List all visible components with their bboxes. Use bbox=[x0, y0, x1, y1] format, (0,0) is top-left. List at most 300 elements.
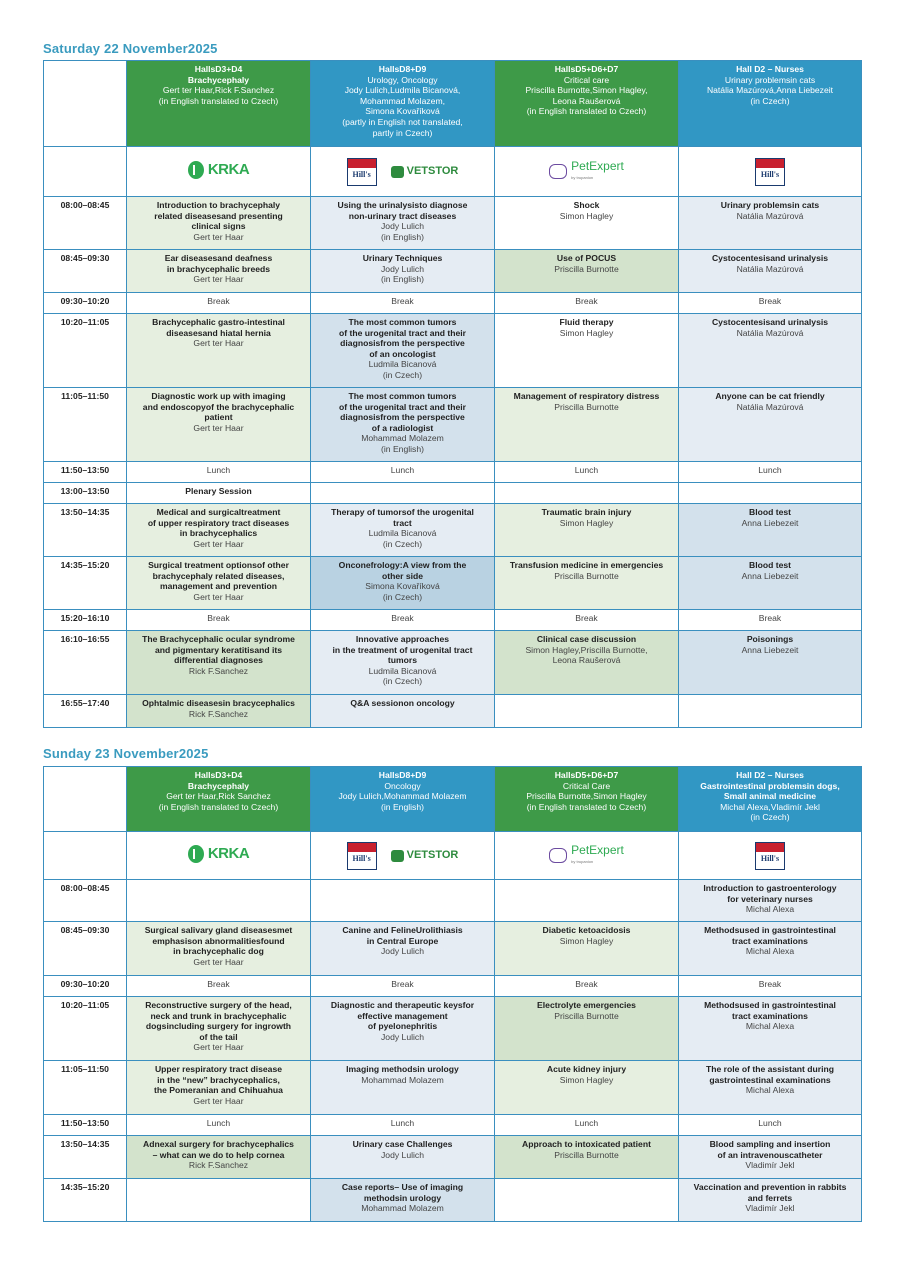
session-cell bbox=[495, 557, 679, 610]
session-cell bbox=[311, 504, 495, 557]
session-title: non-urinary tract diseases bbox=[348, 210, 457, 221]
session-title: tract examinations bbox=[732, 1010, 808, 1021]
session-cell bbox=[311, 557, 495, 610]
petexpert-icon bbox=[549, 848, 567, 863]
session-title: of an oncologist bbox=[369, 348, 436, 359]
session-speaker: Gert ter Haar bbox=[193, 274, 244, 285]
session-speaker: Break bbox=[575, 296, 598, 306]
session-row bbox=[44, 997, 862, 1061]
session-cell bbox=[127, 695, 311, 728]
session-cell bbox=[127, 504, 311, 557]
session-speaker: Break bbox=[207, 296, 230, 306]
session-cell bbox=[311, 1061, 495, 1115]
session-title: Transfusion medicine in emergencies bbox=[509, 560, 664, 570]
session-cell bbox=[127, 1115, 311, 1136]
session-cell bbox=[127, 610, 311, 631]
corner-cell bbox=[44, 767, 127, 832]
session-speaker: Lunch bbox=[574, 465, 599, 475]
hills-icon bbox=[347, 842, 377, 870]
session-cell bbox=[679, 631, 862, 695]
session-speaker: (in English) bbox=[381, 231, 424, 242]
session-speaker: Vladimír Jekl bbox=[745, 1203, 795, 1214]
session-cell bbox=[495, 631, 679, 695]
session-cell bbox=[127, 462, 311, 483]
session-title: of the urogenital tract and their bbox=[338, 327, 466, 338]
session-speaker: Ludmila Bicanová bbox=[368, 528, 437, 539]
hall-header-line: (in English translated to Czech) bbox=[158, 801, 279, 812]
krka-icon bbox=[188, 161, 204, 179]
session-speaker: Lunch bbox=[574, 1118, 599, 1128]
session-speaker: Jody Lulich bbox=[381, 263, 424, 274]
session-cell bbox=[127, 314, 311, 388]
session-title: and endoscopyof the brachycephalic bbox=[142, 401, 295, 412]
hall-header bbox=[127, 61, 311, 147]
session-speaker: Michal Alexa bbox=[745, 904, 795, 915]
krka-wordmark: KRKA bbox=[207, 160, 250, 178]
session-title: Adnexal surgery for brachycephalics bbox=[143, 1139, 294, 1149]
session-speaker: Break bbox=[758, 979, 782, 989]
session-title: The Brachycephalic ocular syndrome bbox=[142, 634, 295, 644]
hall-header-line: Priscilla Burnotte,Simon Hagley, bbox=[525, 85, 648, 96]
session-cell bbox=[127, 557, 311, 610]
time-slot: 10:20–11:05 bbox=[44, 997, 127, 1061]
session-cell bbox=[311, 1136, 495, 1179]
session-title: Traumatic brain injury bbox=[541, 507, 632, 517]
hall-header-line: partly in Czech) bbox=[372, 127, 433, 138]
hills-vetstor-logos bbox=[347, 842, 459, 870]
hills-logo bbox=[347, 842, 377, 870]
hall-header bbox=[311, 767, 495, 832]
session-title: in Central Europe bbox=[366, 935, 439, 946]
session-speaker: Michal Alexa bbox=[745, 1021, 795, 1032]
session-title: management and prevention bbox=[160, 581, 277, 592]
session-speaker: Lunch bbox=[758, 465, 782, 475]
session-cell bbox=[679, 314, 862, 388]
session-title: tract bbox=[393, 517, 412, 528]
session-speaker: Simon Hagley bbox=[559, 935, 614, 946]
session-speaker: Michal Alexa bbox=[745, 1085, 795, 1096]
hills-icon-band bbox=[348, 843, 376, 852]
hall-header-line: Natália Mazúrová,Anna Liebezeit bbox=[706, 85, 834, 96]
session-speaker: Simon Hagley bbox=[559, 1074, 614, 1085]
session-title: tumors bbox=[387, 655, 418, 666]
sponsor-logo-row bbox=[44, 147, 862, 197]
session-title: Medical and surgicaltreatment bbox=[156, 507, 281, 517]
session-title: Brachycephalic gastro-intestinal bbox=[152, 317, 285, 327]
hall-header-title: Brachycephaly bbox=[187, 74, 250, 85]
session-title: clinical signs bbox=[191, 221, 246, 232]
session-title: Surgical salivary gland diseasesmet bbox=[144, 925, 293, 935]
session-speaker: Anna Liebezeit bbox=[741, 644, 799, 655]
session-speaker: Break bbox=[391, 296, 414, 306]
hall-header-line: Oncology bbox=[384, 780, 421, 791]
hills-icon-band bbox=[756, 159, 784, 168]
krka-wordmark: KRKA bbox=[207, 844, 250, 862]
session-row bbox=[44, 197, 862, 250]
time-slot: 14:35–15:20 bbox=[44, 557, 127, 610]
session-speaker: Priscilla Burnotte bbox=[554, 570, 619, 581]
session-speaker: Priscilla Burnotte bbox=[554, 1010, 619, 1021]
session-cell bbox=[679, 293, 862, 314]
session-title: Fluid therapy bbox=[559, 317, 614, 327]
hills-icon-band bbox=[756, 843, 784, 852]
session-speaker: Simona Kovaříková bbox=[365, 581, 440, 592]
session-title: Reconstructive surgery of the head, bbox=[145, 1000, 292, 1010]
hall-header-row bbox=[44, 767, 862, 832]
session-title: emphasison abnormalitiesfound bbox=[152, 935, 285, 946]
vetstor-wordmark: VETSTOR bbox=[406, 165, 459, 178]
session-cell bbox=[679, 250, 862, 293]
session-cell bbox=[311, 880, 495, 922]
hall-header-line: (in English) bbox=[381, 801, 424, 812]
session-speaker: Rick F.Sanchez bbox=[188, 1160, 249, 1171]
session-cell bbox=[679, 197, 862, 250]
hall-header-line: Urinary problemsin cats bbox=[724, 74, 816, 85]
session-speaker: Natália Mazúrová bbox=[736, 327, 804, 338]
corner-cell bbox=[44, 147, 127, 197]
session-cell bbox=[495, 1115, 679, 1136]
session-cell bbox=[311, 197, 495, 250]
hall-header-line: Gert ter Haar,Rick Sanchez bbox=[166, 791, 271, 802]
session-row bbox=[44, 1136, 862, 1179]
session-cell bbox=[127, 976, 311, 997]
hills-icon bbox=[755, 842, 785, 870]
session-cell bbox=[495, 1061, 679, 1115]
hall-header-line: (in English translated to Czech) bbox=[526, 106, 647, 117]
session-title: Ear diseasesand deafness bbox=[164, 253, 273, 263]
session-speaker: Simon Hagley bbox=[559, 210, 614, 221]
session-speaker: Michal Alexa bbox=[745, 946, 795, 957]
session-row bbox=[44, 293, 862, 314]
hall-header-title: HallsD3+D4 bbox=[194, 770, 243, 780]
time-slot: 08:00–08:45 bbox=[44, 197, 127, 250]
session-title: Introduction to gastroenterology bbox=[703, 883, 837, 893]
time-slot: 16:55–17:40 bbox=[44, 695, 127, 728]
session-speaker: Break bbox=[575, 613, 598, 623]
session-title: Methodsused in gastrointestinal bbox=[704, 1000, 836, 1010]
session-speaker: Jody Lulich bbox=[381, 221, 424, 232]
session-cell bbox=[311, 695, 495, 728]
sponsor-petexpert bbox=[495, 147, 679, 197]
session-speaker: Simon Hagley,Priscilla Burnotte, bbox=[525, 644, 648, 655]
session-cell bbox=[127, 1061, 311, 1115]
session-title: tract examinations bbox=[732, 935, 808, 946]
session-speaker: Simon Hagley bbox=[559, 327, 614, 338]
session-title: Urinary problemsin cats bbox=[720, 200, 820, 210]
sponsor-hills bbox=[679, 832, 862, 880]
hall-header-title: HallsD5+D6+D7 bbox=[554, 770, 619, 780]
petexpert-subtitle: by trupanion bbox=[571, 174, 594, 180]
session-speaker: Vladimír Jekl bbox=[745, 1160, 795, 1171]
session-title: of the tail bbox=[199, 1031, 238, 1042]
session-cell bbox=[495, 695, 679, 728]
session-row bbox=[44, 1115, 862, 1136]
petexpert-logo bbox=[549, 160, 624, 183]
session-cell bbox=[495, 388, 679, 462]
session-cell bbox=[679, 462, 862, 483]
session-title: Q&A sessionon oncology bbox=[350, 698, 455, 708]
session-title: Imaging methodsin urology bbox=[346, 1064, 459, 1074]
sponsor-krka bbox=[127, 147, 311, 197]
sponsor-krka bbox=[127, 832, 311, 880]
sponsor-hills bbox=[679, 147, 862, 197]
session-title: diseasesand hiatal hernia bbox=[166, 327, 271, 338]
session-cell bbox=[311, 1179, 495, 1222]
session-title: of upper respiratory tract diseases bbox=[147, 517, 290, 528]
session-speaker: Rick F.Sanchez bbox=[188, 665, 249, 676]
hills-icon bbox=[755, 158, 785, 186]
hall-header-line: Urology, Oncology bbox=[367, 74, 438, 85]
vetstor-logo bbox=[391, 166, 459, 178]
hills-icon bbox=[347, 158, 377, 186]
session-title: Urinary case Challenges bbox=[352, 1139, 453, 1149]
session-cell bbox=[311, 293, 495, 314]
session-cell bbox=[127, 197, 311, 250]
session-row bbox=[44, 695, 862, 728]
session-speaker: Gert ter Haar bbox=[193, 1042, 244, 1053]
session-title: Poisonings bbox=[746, 634, 794, 644]
session-cell bbox=[495, 483, 679, 504]
session-speaker: Mohammad Molazem bbox=[361, 1203, 444, 1214]
session-cell bbox=[495, 880, 679, 922]
sponsor-logo-row bbox=[44, 832, 862, 880]
session-row bbox=[44, 976, 862, 997]
vetstor-logo bbox=[391, 850, 459, 862]
session-row bbox=[44, 250, 862, 293]
hall-header-line: (in English translated to Czech) bbox=[158, 95, 279, 106]
hall-header bbox=[679, 767, 862, 832]
session-speaker: Natália Mazúrová bbox=[736, 263, 804, 274]
session-cell bbox=[679, 483, 862, 504]
session-title: Use of POCUS bbox=[556, 253, 617, 263]
session-title: patient bbox=[204, 412, 233, 423]
sunday-schedule-table bbox=[43, 766, 862, 1222]
session-title: Acute kidney injury bbox=[546, 1064, 627, 1074]
time-slot: 08:45–09:30 bbox=[44, 250, 127, 293]
session-title: Plenary Session bbox=[185, 486, 252, 496]
session-speaker: (in English) bbox=[381, 274, 424, 285]
session-cell bbox=[311, 462, 495, 483]
session-cell bbox=[495, 610, 679, 631]
session-title: of an intravenouscatheter bbox=[717, 1149, 823, 1160]
session-speaker: (in Czech) bbox=[382, 676, 423, 687]
corner-cell bbox=[44, 61, 127, 147]
session-title: Shock bbox=[573, 200, 600, 210]
session-cell bbox=[495, 462, 679, 483]
session-speaker: Jody Lulich bbox=[381, 1031, 424, 1042]
time-slot: 14:35–15:20 bbox=[44, 1179, 127, 1222]
sponsor-hills-vetstor bbox=[311, 147, 495, 197]
session-speaker: Break bbox=[207, 979, 230, 989]
session-title: Clinical case discussion bbox=[536, 634, 637, 644]
session-speaker: Lunch bbox=[206, 465, 231, 475]
session-title: Introduction to brachycephaly bbox=[156, 200, 281, 210]
hall-header-title: Brachycephaly bbox=[187, 780, 250, 791]
session-speaker: Rick F.Sanchez bbox=[188, 708, 249, 719]
session-speaker: Jody Lulich bbox=[381, 946, 424, 957]
session-title: Surgical treatment optionsof other bbox=[148, 560, 289, 570]
session-speaker: Natália Mazúrová bbox=[736, 210, 804, 221]
session-title: Diabetic ketoacidosis bbox=[542, 925, 631, 935]
session-speaker: Gert ter Haar bbox=[193, 956, 244, 967]
session-row bbox=[44, 880, 862, 922]
session-speaker: Break bbox=[758, 296, 782, 306]
session-title: diagnosisfrom the perspective bbox=[340, 338, 465, 349]
session-speaker: Priscilla Burnotte bbox=[554, 263, 619, 274]
session-title: Onconefrology:A view from the bbox=[338, 560, 467, 570]
session-title: The most common tumors bbox=[348, 391, 457, 401]
session-title: Electrolyte emergencies bbox=[537, 1000, 636, 1010]
session-speaker: Gert ter Haar bbox=[193, 422, 244, 433]
time-slot: 13:00–13:50 bbox=[44, 483, 127, 504]
session-speaker: Anna Liebezeit bbox=[741, 517, 799, 528]
session-cell bbox=[311, 631, 495, 695]
session-title: Methodsused in gastrointestinal bbox=[704, 925, 836, 935]
petexpert-logo bbox=[549, 844, 624, 867]
session-cell bbox=[127, 631, 311, 695]
hall-header-line: Gert ter Haar,Rick F.Sanchez bbox=[162, 85, 275, 96]
session-title: of a radiologist bbox=[371, 422, 434, 433]
hall-header-line: (in Czech) bbox=[750, 812, 790, 823]
session-speaker: Lunch bbox=[390, 465, 415, 475]
time-slot: 13:50–14:35 bbox=[44, 504, 127, 557]
session-cell bbox=[127, 922, 311, 976]
session-speaker: Ludmila Bicanová bbox=[368, 359, 437, 370]
session-cell bbox=[679, 1179, 862, 1222]
vetstor-icon bbox=[391, 850, 404, 862]
session-speaker: Lunch bbox=[390, 1118, 415, 1128]
session-title: Diagnostic work up with imaging bbox=[151, 391, 286, 401]
session-cell bbox=[495, 504, 679, 557]
time-slot: 11:05–11:50 bbox=[44, 1061, 127, 1115]
session-speaker: Gert ter Haar bbox=[193, 591, 244, 602]
session-row bbox=[44, 314, 862, 388]
session-title: Blood sampling and insertion bbox=[709, 1139, 831, 1149]
session-cell bbox=[311, 610, 495, 631]
petexpert-icon bbox=[549, 164, 567, 179]
session-cell bbox=[495, 314, 679, 388]
hall-header-line: Critical care bbox=[563, 74, 610, 85]
session-cell bbox=[679, 1115, 862, 1136]
session-title: of pyelonephritis bbox=[367, 1021, 438, 1032]
session-row bbox=[44, 483, 862, 504]
time-slot: 11:05–11:50 bbox=[44, 388, 127, 462]
hall-header-line: Jody Lulich,Ludmila Bicanová, bbox=[344, 85, 461, 96]
session-title: Blood test bbox=[748, 507, 791, 517]
session-title: Urinary Techniques bbox=[362, 253, 443, 263]
time-slot: 11:50–13:50 bbox=[44, 462, 127, 483]
session-row bbox=[44, 462, 862, 483]
session-speaker: Mohammad Molazem bbox=[361, 1074, 444, 1085]
session-title: Using the urinalysisto diagnose bbox=[337, 200, 468, 210]
session-title: in brachycephalics bbox=[179, 528, 258, 539]
session-title: Vaccination and prevention in rabbits bbox=[693, 1182, 847, 1192]
session-speaker: (in Czech) bbox=[382, 591, 423, 602]
saturday-title: Saturday 22 November2025 bbox=[43, 41, 218, 56]
hall-header-title: Hall D2 – Nurses bbox=[736, 64, 804, 74]
petexpert-wordmark: PetExpert bbox=[571, 158, 624, 173]
hall-header-line: Mohammad Molazem, bbox=[359, 95, 445, 106]
session-cell bbox=[127, 880, 311, 922]
sponsor-petexpert bbox=[495, 832, 679, 880]
session-title: Therapy of tumorsof the urogenital bbox=[331, 507, 474, 517]
session-cell bbox=[127, 1179, 311, 1222]
hall-header bbox=[495, 61, 679, 147]
session-title: Innovative approaches bbox=[355, 634, 450, 644]
session-cell bbox=[127, 997, 311, 1061]
hills-icon-band bbox=[348, 159, 376, 168]
hall-header-line: Michal Alexa,Vladimír Jekl bbox=[720, 801, 820, 812]
vetstor-wordmark: VETSTOR bbox=[406, 849, 459, 862]
session-cell bbox=[495, 293, 679, 314]
hall-header bbox=[311, 61, 495, 147]
session-speaker: Leona Raušerová bbox=[552, 655, 621, 666]
session-title: in brachycephalic breeds bbox=[166, 263, 271, 274]
session-cell bbox=[679, 388, 862, 462]
session-title: and ferrets bbox=[747, 1192, 793, 1203]
session-cell bbox=[495, 922, 679, 976]
petexpert-text bbox=[571, 160, 624, 183]
hall-header-title: Gastrointestinal problemsin dogs, bbox=[700, 780, 840, 791]
hills-logo bbox=[755, 158, 785, 186]
session-title: effective management bbox=[357, 1010, 448, 1021]
session-title: brachycephaly related diseases, bbox=[152, 570, 285, 581]
session-cell bbox=[127, 483, 311, 504]
hall-header bbox=[495, 767, 679, 832]
session-speaker: Ludmila Bicanová bbox=[368, 665, 437, 676]
session-speaker: Anna Liebezeit bbox=[741, 570, 799, 581]
session-cell bbox=[311, 483, 495, 504]
session-cell bbox=[311, 314, 495, 388]
session-title: – what can we do to help cornea bbox=[152, 1149, 285, 1160]
session-title: other side bbox=[381, 570, 424, 581]
session-speaker: (in Czech) bbox=[382, 538, 423, 549]
hills-wordmark: Hill's bbox=[352, 853, 371, 863]
hall-header-title: HallsD3+D4 bbox=[194, 64, 243, 74]
session-title: gastrointestinal examinations bbox=[709, 1074, 831, 1085]
hall-header-line: Priscilla Burnotte,Simon Hagley bbox=[526, 791, 647, 802]
session-title: in the “new” brachycephalics, bbox=[157, 1074, 280, 1085]
session-speaker: Break bbox=[391, 979, 414, 989]
session-row bbox=[44, 1179, 862, 1222]
hills-logo bbox=[347, 158, 377, 186]
session-title: in the treatment of urogenital tract bbox=[332, 644, 473, 655]
session-title: Cystocentesisand urinalysis bbox=[711, 253, 829, 263]
session-cell bbox=[311, 922, 495, 976]
session-title: the Pomeranian and Chihuahua bbox=[154, 1085, 283, 1096]
session-speaker: Natália Mazúrová bbox=[736, 401, 804, 412]
hills-logo bbox=[755, 842, 785, 870]
session-cell bbox=[495, 997, 679, 1061]
hall-header-line: (partly in English not translated, bbox=[342, 116, 463, 127]
session-title: in brachycephalic dog bbox=[173, 946, 264, 957]
session-speaker: Break bbox=[758, 613, 782, 623]
time-slot: 11:50–13:50 bbox=[44, 1115, 127, 1136]
session-cell bbox=[311, 250, 495, 293]
hall-header bbox=[679, 61, 862, 147]
hills-wordmark: Hill's bbox=[760, 169, 780, 179]
session-speaker: Mohammad Molazem bbox=[361, 433, 444, 444]
petexpert-subtitle: by trupanion bbox=[571, 858, 594, 864]
petexpert-wordmark: PetExpert bbox=[571, 842, 624, 857]
sponsor-hills-vetstor bbox=[311, 832, 495, 880]
session-speaker: Gert ter Haar bbox=[193, 1095, 244, 1106]
session-title: and pigmentary keratitisand its bbox=[154, 644, 283, 655]
corner-cell bbox=[44, 832, 127, 880]
session-cell bbox=[679, 880, 862, 922]
session-cell bbox=[679, 922, 862, 976]
session-title: The most common tumors bbox=[348, 317, 457, 327]
